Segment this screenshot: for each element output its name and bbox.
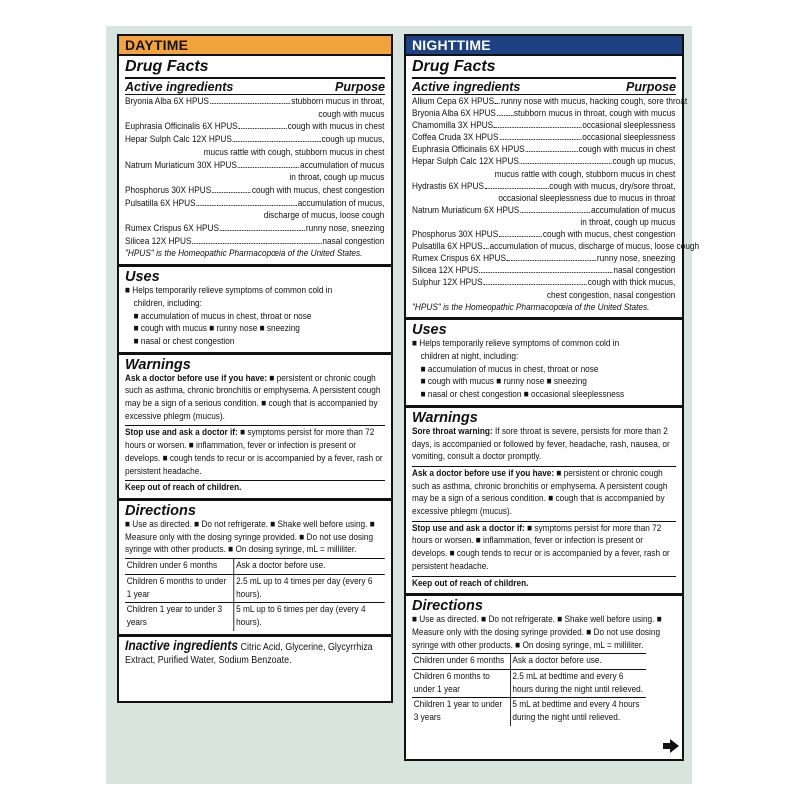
active-ingredients-label: Active ingredients bbox=[125, 80, 234, 94]
uses-intro: ■ Helps temporarily relieve symptoms of common cold in bbox=[412, 338, 620, 350]
ingredient-purpose: nasal congestion bbox=[322, 235, 385, 247]
ingredient-name: Hydrastis 6X HPUS bbox=[412, 180, 484, 192]
ingredient-purpose: occasional sleeplessness bbox=[582, 132, 676, 144]
leader-dots bbox=[192, 243, 321, 244]
purpose-label: Purpose bbox=[625, 80, 676, 94]
leader-dots bbox=[238, 167, 299, 168]
nighttime-header: NIGHTTIME bbox=[406, 36, 682, 56]
nighttime-drug-facts-title: Drug Facts bbox=[412, 58, 676, 79]
ingredient-purpose: runny nose with mucus, hacking cough, sore throat bbox=[500, 96, 688, 107]
stop-use-text: ■ symptoms persist for more than 72 hours or worsen. ■ inflammation, fever or infection is present or develops. ■ cough tends to recur or is accompanied by a fever, rash or persistent headache. bbox=[125, 427, 383, 477]
daytime-dosing-table-wrap bbox=[125, 558, 384, 631]
daytime-warnings-title: Warnings bbox=[125, 356, 191, 373]
uses-line: ■ cough with mucus ■ runny nose ■ sneezing bbox=[133, 323, 300, 335]
ingredient-purpose: runny nose, sneezing bbox=[596, 253, 676, 265]
dosing-amount: 5 mL up to 6 times per day (every 4 hours). bbox=[234, 603, 384, 631]
nighttime-uses-section bbox=[406, 320, 682, 408]
ingredient-name: Silicea 12X HPUS bbox=[412, 265, 479, 277]
ingredient-purpose-cont: discharge of mucus, loose cough bbox=[263, 210, 385, 222]
ingredient-row bbox=[125, 96, 384, 109]
nighttime-stop-use bbox=[412, 523, 675, 574]
ingredient-name: Phosphorus 30X HPUS bbox=[125, 184, 212, 196]
ingredient-row bbox=[412, 253, 675, 265]
uses-line: ■ accumulation of mucus in chest, throat or nose bbox=[420, 363, 599, 375]
ingredient-purpose: cough with mucus, chest congestion bbox=[542, 229, 676, 241]
uses-line: ■ nasal or chest congestion ■ occasional sleeplessness bbox=[420, 389, 625, 401]
daytime-ingredient-list bbox=[125, 96, 384, 248]
ingredient-name: Natrum Muriaticum 30X HPUS bbox=[125, 159, 237, 171]
purpose-label: Purpose bbox=[334, 80, 385, 94]
ingredient-row bbox=[412, 205, 675, 217]
daytime-stop-use bbox=[125, 427, 384, 478]
dosing-row bbox=[412, 670, 646, 698]
dosing-amount: 5 mL at bedtime and every 4 hours during the night until relieved. bbox=[510, 698, 646, 726]
uses-intro-cont: children, including: bbox=[133, 297, 202, 309]
ingredient-row bbox=[125, 121, 384, 134]
ingredient-row bbox=[125, 185, 384, 198]
dosing-row bbox=[125, 574, 384, 602]
dosing-age: Children under 6 months bbox=[412, 654, 510, 670]
ingredient-purpose: accumulation of mucus, bbox=[297, 197, 385, 209]
divider bbox=[412, 576, 676, 577]
nighttime-warnings-section bbox=[406, 408, 682, 596]
leader-dots bbox=[483, 284, 586, 285]
ingredient-purpose-cont: cough with mucus bbox=[318, 108, 385, 120]
stop-use-label: Stop use and ask a doctor if: bbox=[125, 427, 238, 439]
daytime-dosing-table bbox=[125, 558, 384, 631]
active-ingredients-label: Active ingredients bbox=[412, 80, 521, 94]
ingredient-row bbox=[125, 160, 384, 173]
nighttime-ingredient-list bbox=[412, 96, 700, 302]
ingredient-purpose: nasal congestion bbox=[613, 265, 676, 277]
nighttime-panel bbox=[404, 34, 700, 761]
nighttime-dosing-table bbox=[412, 653, 646, 726]
dosing-age: Children 1 year to under 3 years bbox=[125, 603, 234, 631]
uses-line: ■ nasal or chest congestion bbox=[133, 335, 235, 347]
dosing-age: Children 1 year to under 3 years bbox=[412, 698, 510, 726]
daytime-inactive-text bbox=[125, 636, 384, 667]
leader-dots bbox=[520, 212, 590, 213]
ingredient-purpose: cough up mucus, bbox=[612, 156, 676, 168]
dosing-row bbox=[125, 559, 384, 575]
ingredient-name: Hepar Sulph Calc 12X HPUS bbox=[412, 156, 519, 168]
ingredient-purpose: cough with mucus in chest bbox=[287, 121, 385, 133]
ask-doctor-text: ■ persistent or chronic cough such as asthma, chronic bronchitis or emphysema. A persistent cough may be a sign of a serious condition. ■ cough that is accompanied by excessive phlegm (mucus). bbox=[125, 372, 381, 422]
ingredient-name: Rumex Crispus 6X HPUS bbox=[412, 253, 506, 265]
daytime-uses-section bbox=[119, 267, 391, 355]
leader-dots bbox=[485, 188, 549, 189]
ingredient-purpose-cont: chest congestion, nasal congestion bbox=[546, 289, 676, 301]
leader-dots bbox=[499, 139, 581, 140]
leader-dots bbox=[220, 230, 305, 231]
sore-throat-label: Sore throat warning: bbox=[412, 425, 493, 437]
divider bbox=[412, 521, 676, 522]
ingredient-row bbox=[125, 223, 384, 236]
ingredient-name: Silicea 12X HPUS bbox=[125, 235, 192, 247]
stop-use-label: Stop use and ask a doctor if: bbox=[412, 522, 525, 534]
uses-line: ■ accumulation of mucus in chest, throat or nose bbox=[133, 310, 312, 322]
divider bbox=[412, 466, 676, 467]
dosing-row bbox=[412, 654, 646, 670]
ingredient-row bbox=[412, 144, 675, 156]
uses-intro-cont: children at night, including: bbox=[420, 351, 519, 362]
ingredient-name: Euphrasia Officinalis 6X HPUS bbox=[412, 144, 525, 156]
ingredient-row bbox=[412, 108, 675, 120]
leader-dots bbox=[520, 163, 612, 164]
ingredient-row bbox=[412, 132, 675, 144]
nighttime-sore-throat bbox=[412, 426, 675, 464]
dosing-row bbox=[412, 698, 646, 726]
nighttime-warnings-title: Warnings bbox=[412, 409, 478, 426]
ingredient-name: Chamomilla 3X HPUS bbox=[412, 120, 494, 132]
ingredient-row bbox=[125, 236, 384, 249]
ingredient-name: Allium Cepa 6X HPUS bbox=[412, 96, 495, 107]
ingredient-name: Bryonia Alba 6X HPUS bbox=[125, 96, 209, 107]
ingredient-purpose: accumulation of mucus, discharge of mucus, loose cough bbox=[489, 241, 700, 253]
leader-dots bbox=[239, 128, 287, 129]
nighttime-uses-title: Uses bbox=[412, 322, 447, 339]
ingredient-name: Bryonia Alba 6X HPUS bbox=[412, 108, 496, 120]
ask-doctor-label: Ask a doctor before use if you have: bbox=[412, 467, 555, 479]
leader-dots bbox=[495, 103, 500, 104]
daytime-uses-title: Uses bbox=[125, 269, 160, 286]
ingredient-purpose: cough up mucus, bbox=[321, 134, 385, 146]
leader-dots bbox=[212, 192, 251, 193]
inactive-text: Citric Acid, Glycerine, Glycyrrhiza Extract, Purified Water, Sodium Benzoate. bbox=[125, 641, 373, 666]
daytime-panel bbox=[117, 34, 393, 703]
leader-dots bbox=[210, 103, 291, 104]
leader-dots bbox=[497, 115, 513, 116]
ingredient-row bbox=[412, 277, 675, 289]
ingredient-row bbox=[412, 120, 675, 132]
nighttime-directions-title: Directions bbox=[412, 598, 483, 615]
divider bbox=[125, 425, 385, 426]
daytime-drug-facts-title: Drug Facts bbox=[125, 58, 385, 79]
nighttime-hpus-note: "HPUS" is the Homeopathic Pharmacopœia of the United States. bbox=[412, 301, 650, 313]
leader-dots bbox=[526, 151, 578, 152]
daytime-inactive-section bbox=[119, 637, 391, 670]
nighttime-directions-text: ■ Use as directed. ■ Do not refrigerate. ■ Shake well before using. ■ Measure only with the dosing syringe provided. ■ Do not use dosing syringe with other products. ■ On dosing syringe, mL = milliliter. bbox=[412, 614, 662, 651]
ask-doctor-text: ■ persistent or chronic cough such as asthma, chronic bronchitis or emphysema. A persistent cough may be a sign of a serious condition. ■ cough that is accompanied by excessive phlegm (mucus). bbox=[412, 467, 668, 518]
nighttime-keep-out: Keep out of reach of children. bbox=[412, 577, 529, 589]
daytime-directions-text: ■ Use as directed. ■ Do not refrigerate. ■ Shake well before using. ■ Measure only with the dosing syringe provided. ■ Do not use dosing syringe with other products. ■ On dosing syringe, mL = milliliter. bbox=[125, 518, 375, 556]
dosing-amount: Ask a doctor before use. bbox=[234, 559, 384, 575]
uses-intro: ■ Helps temporarily relieve symptoms of common cold in bbox=[125, 285, 333, 297]
ingredient-purpose: cough with mucus, chest congestion bbox=[251, 184, 385, 196]
divider bbox=[125, 480, 385, 481]
nighttime-active-ingredients-section bbox=[406, 56, 700, 320]
nighttime-directions-section bbox=[406, 596, 682, 729]
daytime-header: DAYTIME bbox=[119, 36, 391, 56]
stop-use-text: ■ symptoms persist for more than 72 hours or worsen. ■ inflammation, fever or infection is present or develops. ■ cough tends to recur or is accompanied by a fever, rash or persistent headache. bbox=[412, 522, 670, 572]
ingredient-purpose: cough with mucus in chest bbox=[578, 144, 676, 156]
ingredient-name: Hepar Sulph Calc 12X HPUS bbox=[125, 134, 232, 146]
daytime-warnings-section bbox=[119, 355, 391, 501]
nighttime-ask-doctor bbox=[412, 468, 675, 519]
dosing-amount: 2.5 mL at bedtime and every 6 hours during the night until relieved. bbox=[510, 670, 646, 698]
ingredient-purpose: cough with thick mucus, bbox=[587, 277, 676, 289]
daytime-uses-text bbox=[125, 285, 384, 349]
daytime-ask-doctor bbox=[125, 373, 384, 424]
ingredient-purpose-cont: mucus rattle with cough, stubborn mucus in chest bbox=[494, 168, 676, 180]
ask-doctor-label: Ask a doctor before use if you have: bbox=[125, 372, 268, 384]
daytime-directions-title: Directions bbox=[125, 502, 196, 519]
ingredient-name: Pulsatilla 6X HPUS bbox=[125, 197, 196, 209]
leader-dots bbox=[483, 248, 488, 249]
ingredient-purpose: stubborn mucus in throat, cough with mucus bbox=[513, 108, 676, 120]
ingredient-row bbox=[412, 156, 675, 168]
ingredient-row bbox=[412, 96, 688, 108]
ingredient-purpose-cont: occasional sleeplessness due to mucus in throat bbox=[498, 192, 676, 204]
ingredient-purpose: occasional sleeplessness bbox=[582, 120, 676, 132]
ingredient-row bbox=[412, 181, 675, 193]
ingredient-row bbox=[125, 134, 384, 147]
nighttime-dosing-table-wrap bbox=[412, 653, 646, 726]
sore-throat-text: If sore throat is severe, persists for more than 2 days, is accompanied or followed by fever, headache, rash, nausea, or vomiting, consult a doctor promptly. bbox=[412, 425, 670, 463]
ingredient-purpose-cont: in throat, cough up mucus bbox=[289, 172, 385, 184]
dosing-age: Children 6 months to under 1 year bbox=[125, 574, 234, 602]
leader-dots bbox=[196, 205, 296, 206]
daytime-active-ingredients-heading bbox=[125, 80, 385, 95]
leader-dots bbox=[233, 141, 321, 142]
dosing-amount: 2.5 mL up to 4 times per day (every 6 hours). bbox=[234, 574, 384, 602]
ingredient-purpose: accumulation of mucus bbox=[590, 204, 676, 216]
ingredient-purpose: accumulation of mucus bbox=[299, 159, 385, 171]
leader-dots bbox=[499, 236, 542, 237]
dosing-amount: Ask a doctor before use. bbox=[510, 654, 646, 670]
nighttime-active-ingredients-heading bbox=[412, 80, 676, 95]
ingredient-name: Sulphur 12X HPUS bbox=[412, 277, 483, 289]
ingredient-purpose: runny nose, sneezing bbox=[305, 223, 385, 235]
ingredient-name: Natrum Muriaticum 6X HPUS bbox=[412, 204, 520, 216]
ingredient-row bbox=[412, 241, 700, 253]
leader-dots bbox=[507, 260, 596, 261]
leader-dots bbox=[494, 127, 581, 128]
daytime-keep-out: Keep out of reach of children. bbox=[125, 482, 242, 494]
daytime-directions-section bbox=[119, 501, 391, 637]
ingredient-row bbox=[412, 229, 675, 241]
ingredient-name: Coffea Cruda 3X HPUS bbox=[412, 132, 499, 144]
ingredient-row bbox=[125, 198, 384, 211]
dosing-row bbox=[125, 603, 384, 631]
ingredient-name: Euphrasia Officinalis 6X HPUS bbox=[125, 121, 238, 133]
ingredient-purpose: cough with mucus, dry/sore throat, bbox=[549, 180, 676, 192]
inactive-label: Inactive ingredients bbox=[125, 636, 239, 653]
dosing-age: Children under 6 months bbox=[125, 559, 234, 575]
ingredient-purpose: stubborn mucus in throat, bbox=[291, 96, 385, 107]
ingredient-name: Pulsatilla 6X HPUS bbox=[412, 241, 483, 253]
arrow-right-icon bbox=[662, 738, 680, 754]
nighttime-uses-text bbox=[412, 338, 675, 402]
ingredient-purpose-cont: in throat, cough up mucus bbox=[580, 216, 676, 228]
ingredient-name: Rumex Crispus 6X HPUS bbox=[125, 223, 219, 235]
dosing-age: Children 6 months to under 1 year bbox=[412, 670, 510, 698]
uses-line: ■ cough with mucus ■ runny nose ■ sneezing bbox=[420, 376, 587, 388]
ingredient-row bbox=[412, 265, 675, 277]
daytime-active-ingredients-section bbox=[119, 56, 391, 267]
ingredient-purpose-cont: mucus rattle with cough, stubborn mucus in chest bbox=[203, 146, 385, 158]
ingredient-name: Phosphorus 30X HPUS bbox=[412, 229, 499, 241]
leader-dots bbox=[479, 272, 612, 273]
daytime-hpus-note: "HPUS" is the Homeopathic Pharmacopœia of the United States. bbox=[125, 248, 363, 260]
